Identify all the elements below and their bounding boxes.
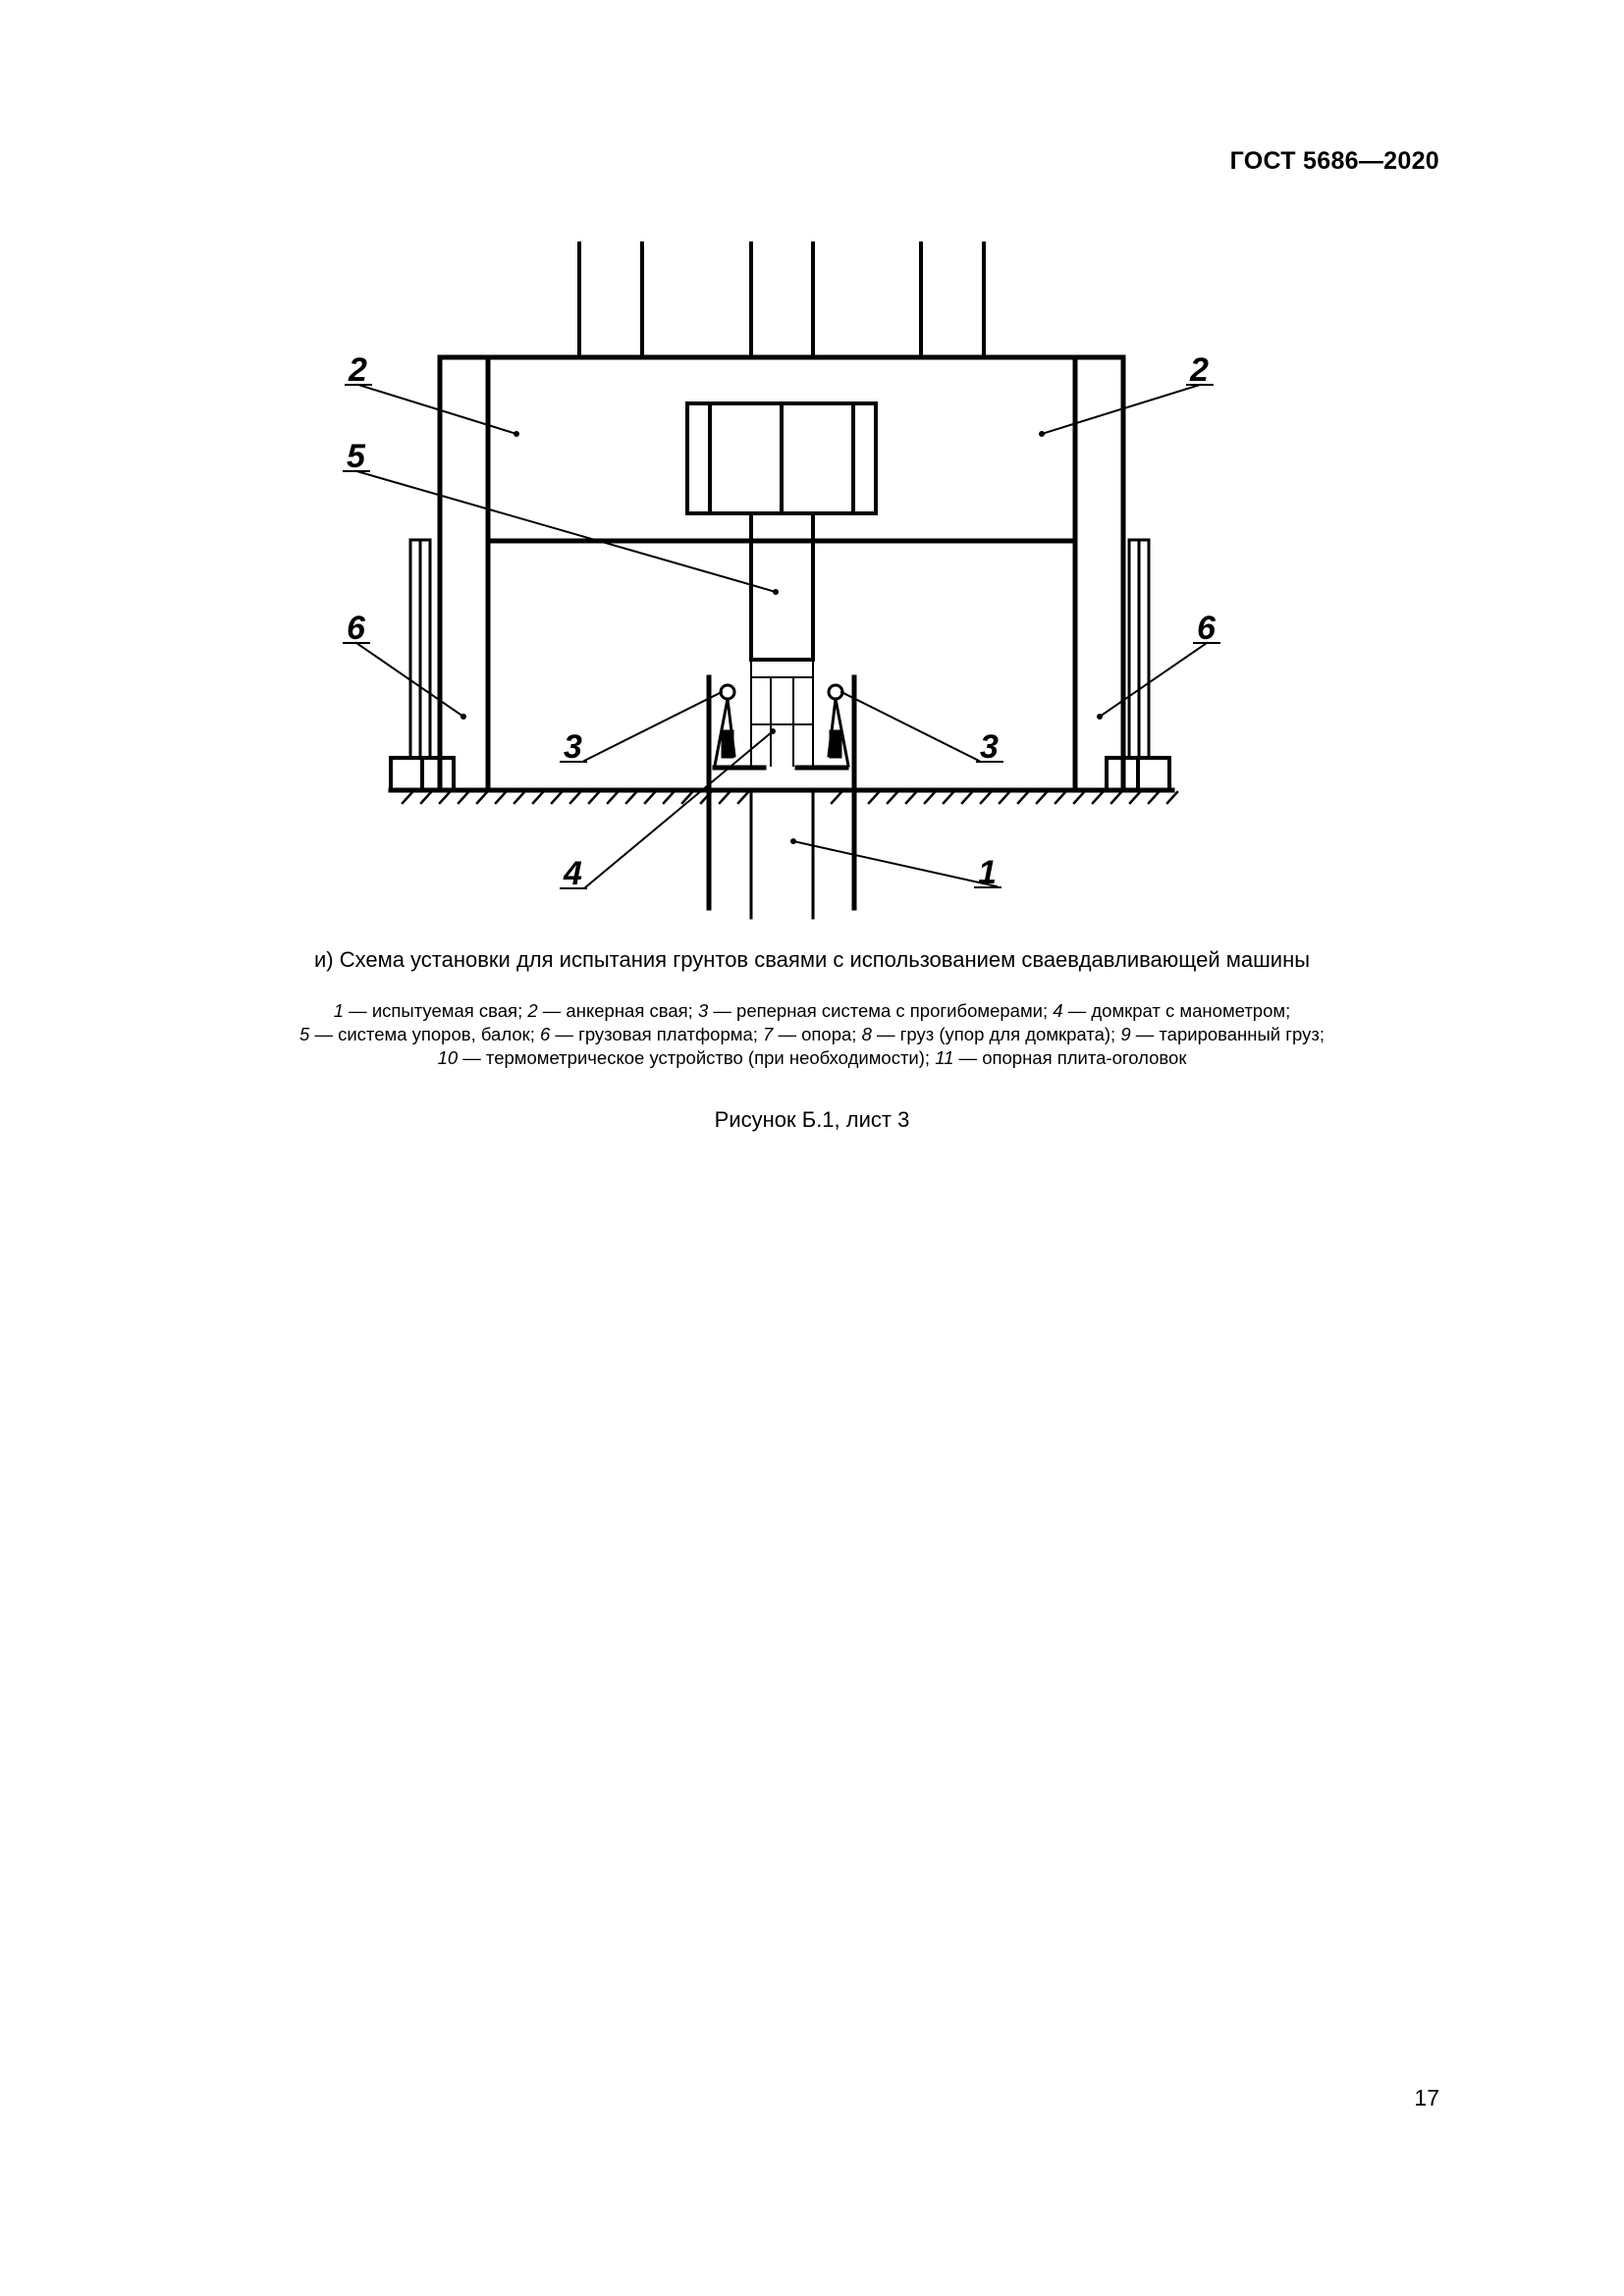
hatch-mark: [1130, 792, 1140, 803]
hatch-mark: [925, 792, 935, 803]
legend-text: — груз (упор для домкрата);: [871, 1024, 1121, 1044]
hatch-mark: [645, 792, 655, 803]
hatch-mark: [403, 792, 412, 803]
legend-num: 1: [333, 1000, 345, 1021]
legend: [0, 999, 1624, 1070]
hatch-mark: [459, 792, 468, 803]
hatch-mark: [1074, 792, 1084, 803]
figure-caption: и) Схема установки для испытания грунтов сваями с использованием сваевдавливающей машины: [313, 947, 1311, 972]
legend-num: 4: [1053, 1000, 1063, 1021]
load-platform-left: [391, 540, 454, 790]
legend-text: — реперная система с прогибомерами;: [708, 1000, 1054, 1021]
legend-text: — анкерная свая;: [537, 1000, 698, 1021]
legend-num: 9: [1120, 1024, 1131, 1044]
legend-line-2: [0, 1023, 1624, 1046]
hatch-mark: [421, 792, 431, 803]
hatch-mark: [1018, 792, 1028, 803]
legend-line-1: [0, 999, 1624, 1023]
document-code: ГОСТ 5686—2020: [1229, 147, 1439, 175]
label-2-left: 2: [349, 351, 367, 389]
hatch-mark: [906, 792, 916, 803]
figure-title: Рисунок Б.1, лист 3: [714, 1107, 910, 1132]
hatch-mark: [1056, 792, 1065, 803]
hatch-mark: [477, 792, 487, 803]
hatch-mark: [888, 792, 897, 803]
hatch-mark: [981, 792, 991, 803]
label-3-left: 3: [564, 728, 582, 766]
legend-text: — опора;: [773, 1024, 862, 1044]
hatch-mark: [738, 792, 748, 803]
label-6-left: 6: [347, 610, 365, 647]
legend-num: 10: [437, 1047, 459, 1068]
legend-num: 5: [299, 1024, 310, 1044]
deflectometers: [715, 685, 848, 768]
hatch-mark: [664, 792, 674, 803]
hatch-mark: [533, 792, 543, 803]
hatch-mark: [720, 792, 730, 803]
hatch-mark: [1111, 792, 1121, 803]
upper-columns: [579, 243, 984, 357]
test-pile: [751, 790, 813, 918]
hatch-mark: [626, 792, 636, 803]
hatch-mark: [514, 792, 524, 803]
hatch-mark: [589, 792, 599, 803]
jack: [751, 660, 813, 766]
label-2-right: 2: [1190, 351, 1209, 389]
legend-num: 11: [935, 1047, 954, 1068]
load-platform-right: [1107, 540, 1169, 790]
label-5: 5: [347, 438, 365, 475]
legend-num: 8: [861, 1024, 872, 1044]
legend-text: — грузовая платформа;: [550, 1024, 764, 1044]
hatch-mark: [570, 792, 580, 803]
hatch-mark: [440, 792, 450, 803]
page-number: 17: [1414, 2085, 1439, 2110]
hatch-mark: [1000, 792, 1009, 803]
hatch-mark: [1093, 792, 1103, 803]
label-1: 1: [978, 854, 997, 891]
label-6-right: 6: [1197, 610, 1216, 647]
legend-text: — тарированный груз;: [1130, 1024, 1325, 1044]
hatch-mark: [1037, 792, 1047, 803]
legend-num: 6: [540, 1024, 551, 1044]
beam-block: [687, 403, 876, 513]
legend-line-3: [0, 1046, 1624, 1070]
hatch-mark: [1149, 792, 1159, 803]
legend-num: 7: [763, 1024, 774, 1044]
hatch-mark: [944, 792, 953, 803]
legend-num: 3: [697, 1000, 709, 1021]
legend-text: — домкрат с манометром;: [1062, 1000, 1291, 1021]
hatch-mark: [552, 792, 562, 803]
legend-num: 2: [527, 1000, 538, 1021]
hatch-mark: [832, 792, 841, 803]
hatch-mark: [962, 792, 972, 803]
hatch-mark: [1167, 792, 1177, 803]
pile-test-diagram: [0, 0, 1624, 942]
hatch-mark: [496, 792, 506, 803]
ground-hatching: [403, 792, 1177, 803]
legend-text: — испытуемая свая;: [344, 1000, 528, 1021]
legend-text: — опорная плита-оголовок: [953, 1047, 1187, 1068]
label-3-right: 3: [980, 728, 999, 766]
hatch-mark: [608, 792, 618, 803]
legend-text: — система упоров, балок;: [309, 1024, 540, 1044]
label-4: 4: [564, 855, 582, 892]
hatch-mark: [869, 792, 879, 803]
legend-text: — термометрическое устройство (при необходимости);: [458, 1047, 936, 1068]
